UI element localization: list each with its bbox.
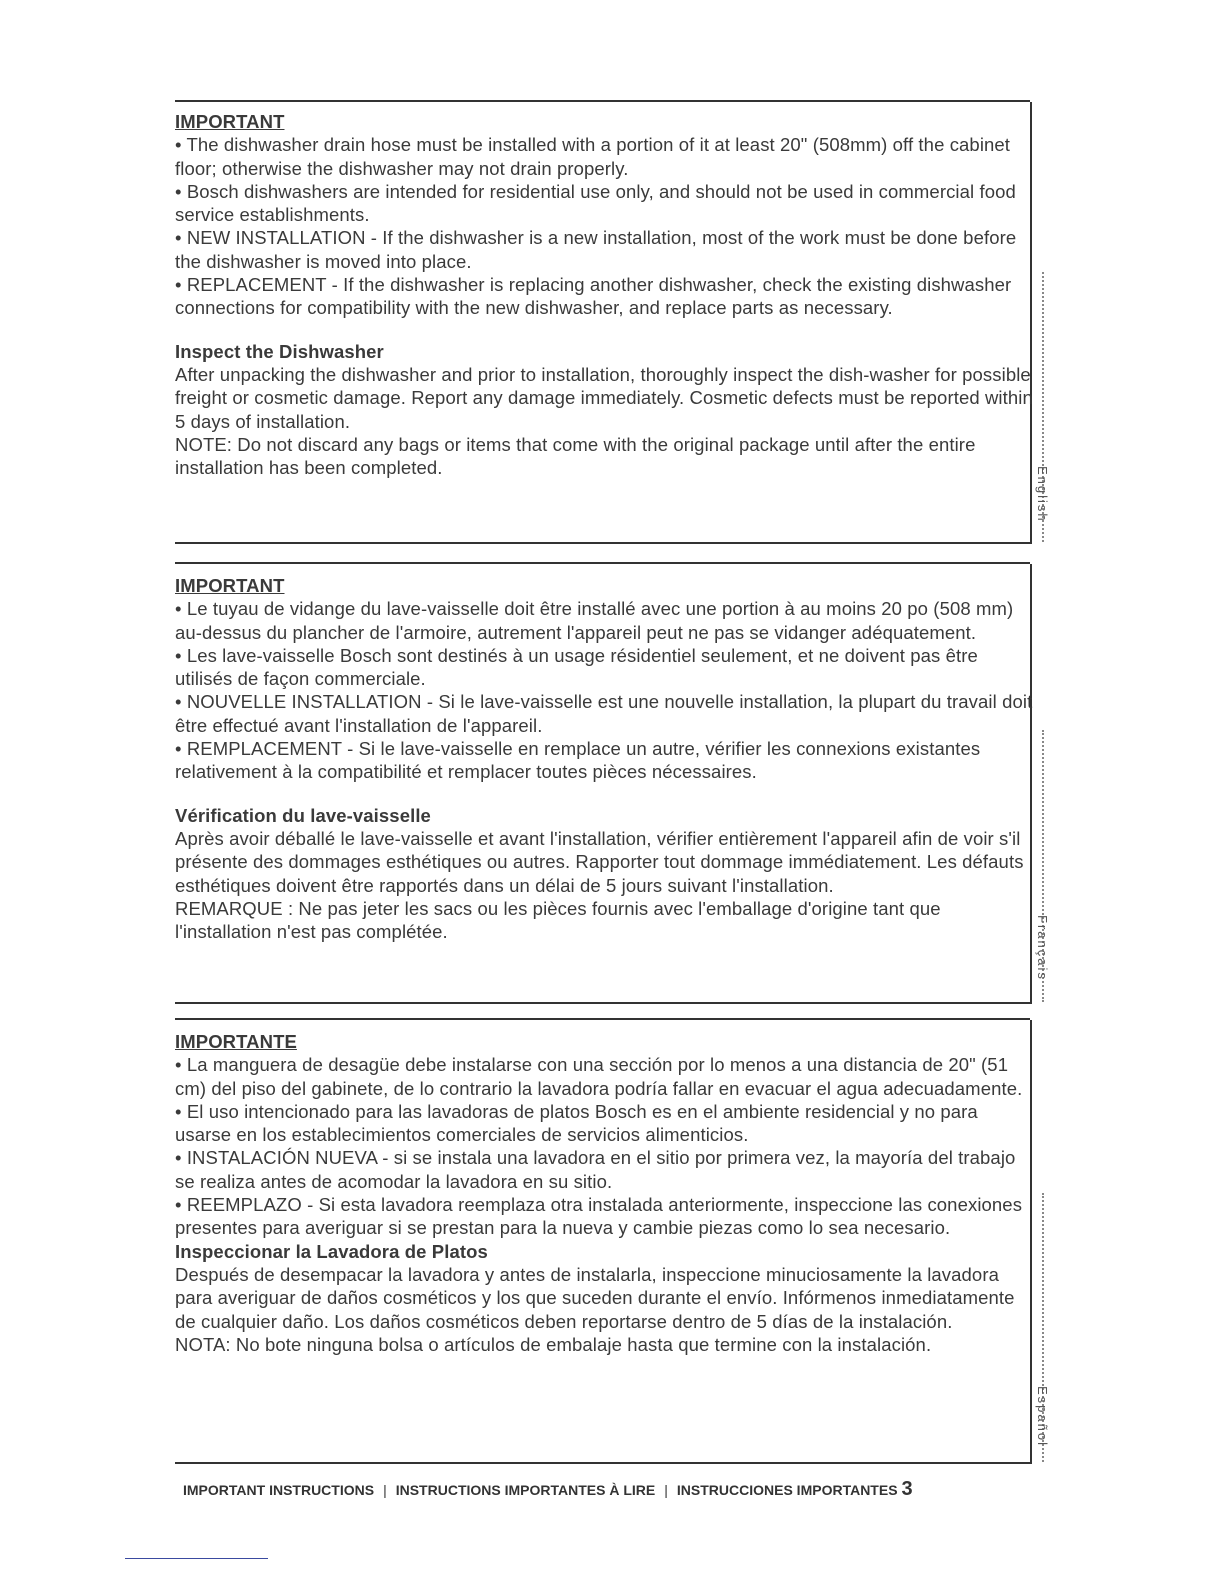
footer-separator-1: | bbox=[383, 1482, 387, 1498]
french-bottom-rule bbox=[175, 1002, 1032, 1004]
french-section bbox=[175, 574, 1033, 943]
french-top-rule bbox=[175, 562, 1030, 564]
footer-english-title: IMPORTANT INSTRUCTIONS bbox=[183, 1482, 375, 1498]
english-bottom-rule bbox=[175, 542, 1032, 544]
spanish-inspect-heading: Inspeccionar la Lavadora de Platos bbox=[175, 1240, 488, 1262]
spanish-bottom-rule bbox=[175, 1462, 1032, 1464]
french-verification-heading: Vérification du lave-vaisselle bbox=[175, 804, 431, 826]
footer-french-title: INSTRUCTIONS IMPORTANTES À LIRE bbox=[395, 1482, 656, 1498]
spanish-important-heading: IMPORTANTE bbox=[175, 1031, 297, 1052]
bottom-rule bbox=[125, 1558, 268, 1559]
english-section bbox=[175, 110, 1033, 479]
french-bullet-3: • NOUVELLE INSTALLATION - Si le lave-vaisselle est une nouvelle installation, la plupart du travail doit être effectué avant l'installation de l'appareil. bbox=[175, 691, 1033, 736]
english-bullet-4: • REPLACEMENT - If the dishwasher is replacing another dishwasher, check the existing dishwasher connections for compatibility with the new dishwasher, and replace parts as necessary. bbox=[175, 274, 1012, 319]
french-bullet-4: • REMPLACEMENT - Si le lave-vaisselle en remplace un autre, vérifier les connexions existantes relativement à la compatibilité et remplacer toutes pièces nécessaires. bbox=[175, 738, 981, 783]
spanish-bullet-4: • REEMPLAZO - Si esta lavadora reemplaza otra instalada anteriormente, inspeccione las conexiones presentes para averiguar si se prestan para la nueva y cambie piezas como lo sea necesario. bbox=[175, 1194, 1023, 1239]
spanish-bullet-3: • INSTALACIÓN NUEVA - si se instala una lavadora en el sitio por primera vez, la mayoría del trabajo se realiza antes de acomodar la lavadora en su sitio. bbox=[175, 1147, 1016, 1192]
spanish-inspect-paragraph: Después de desempacar la lavadora y antes de instalarla, inspeccione minuciosamente la lavadora para averiguar de daños cosméticos y los que suceden durante el envío. Infórmenos inmediatamente de cualquier daño. Los daños cosméticos deben reportarse dentro de 5 días de la instalación. bbox=[175, 1263, 1015, 1332]
french-verification-paragraph: Après avoir déballé le lave-vaisselle et avant l'installation, vérifier entièrement l'appareil afin de voir s'il présente des dommages esthétiques ou autres. Rapporter tout dommage immédiatement. Les défauts esthétiques doivent être rapportés dans un délai de 5 jours suivant l'installation. bbox=[175, 827, 1024, 896]
english-inspect-heading: Inspect the Dishwasher bbox=[175, 340, 384, 362]
french-bullet-1: • Le tuyau de vidange du lave-vaisselle doit être installé avec une portion à au moins 20 po (508 mm) au-dessus du plancher de l'armoire, autrement l'appareil peut ne pas se vidanger adéquatement. bbox=[175, 598, 1014, 643]
english-important-heading: IMPORTANT bbox=[175, 111, 285, 132]
french-tab-label: Français bbox=[1035, 915, 1050, 981]
french-note: REMARQUE : Ne pas jeter les sacs ou les pièces fournis avec l'emballage d'origine tant que l'installation n'est pas complétée. bbox=[175, 897, 941, 943]
english-tab-label: English bbox=[1035, 466, 1050, 523]
spanish-top-rule bbox=[175, 1018, 1030, 1020]
footer-separator-2: | bbox=[664, 1482, 668, 1498]
spanish-tab-label: Español bbox=[1035, 1386, 1050, 1447]
spanish-bullet-2: • El uso intencionado para las lavadoras de platos Bosch es en el ambiente residencial y no para usarse en los establecimientos comerciales de servicios alimenticios. bbox=[175, 1100, 978, 1146]
english-bullet-2: • Bosch dishwashers are intended for residential use only, and should not be used in commercial food service establishments. bbox=[175, 180, 1016, 226]
spanish-note: NOTA: No bote ninguna bolsa o artículos de embalaje hasta que termine con la instalación. bbox=[175, 1333, 932, 1355]
english-bullet-3: • NEW INSTALLATION - If the dishwasher is a new installation, most of the work must be done before the dishwasher is moved into place. bbox=[175, 227, 1017, 272]
english-top-rule bbox=[175, 100, 1030, 102]
page-number: 3 bbox=[901, 1478, 913, 1500]
page-footer bbox=[183, 1478, 913, 1501]
spanish-bullet-1: • La manguera de desagüe debe instalarse con una sección por lo menos a una distancia de 20" (51 cm) del piso del gabinete, de lo contrario la lavadora podría fallar en evacuar el agua adecuadamente. bbox=[175, 1054, 1023, 1099]
english-inspect-paragraph: After unpacking the dishwasher and prior to installation, thoroughly inspect the dish-washer for possible freight or cosmetic damage. Report any damage immediately. Cosmetic defects must be reported within 5 days of installation. bbox=[175, 363, 1033, 432]
french-bullet-2: • Les lave-vaisselle Bosch sont destinés à un usage résidentiel seulement, et ne doivent pas être utilisés de façon commerciale. bbox=[175, 644, 978, 690]
footer-spanish-title: INSTRUCCIONES IMPORTANTES bbox=[676, 1482, 898, 1498]
french-important-heading: IMPORTANT bbox=[175, 575, 285, 596]
english-note: NOTE: Do not discard any bags or items that come with the original package until after the entire installation has been completed. bbox=[175, 433, 976, 479]
english-bullet-1: • The dishwasher drain hose must be installed with a portion of it at least 20" (508mm) off the cabinet floor; otherwise the dishwasher may not drain properly. bbox=[175, 134, 1011, 179]
spanish-section bbox=[175, 1030, 1033, 1356]
